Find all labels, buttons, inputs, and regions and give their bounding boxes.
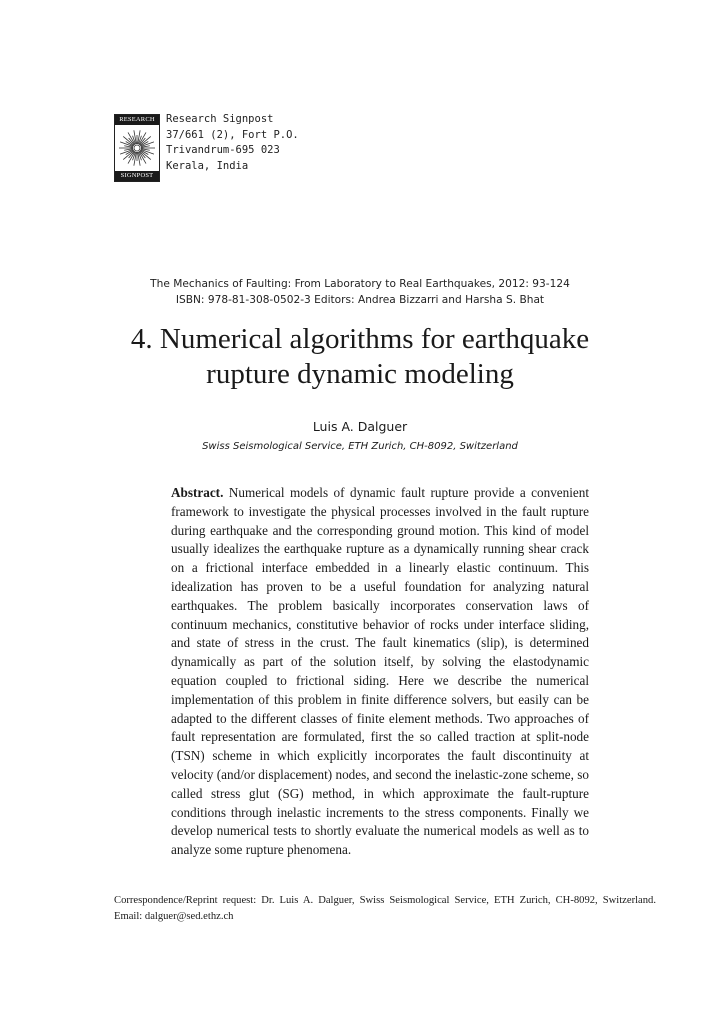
abstract-text: Numerical models of dynamic fault rupture provide a convenient framework to investigate the physical processes involved in the fault rupture during earthquake and the corresponding ground motion. This kind of model usually idealizes the earthquake rupture as a dynamically running shear crack on a frictional interface embedded in a linearly elastic continuum. This idealization has proven to be a useful foundation for analyzing natural earthquakes. The problem basically incorporates conservation laws of continuum mechanics, constitutive behavior of rocks under interface sliding, and state of stress in the crust. The fault kinematics (slip), is determined dynamically as part of the solution itself, by solving the elastodynamic equation coupled to frictional siding. Here we describe the numerical implementation of this problem in finite difference solvers, but easily can be adapted to the different classes of finite element methods. Two approaches of fault representation are formulated, first the so called traction at split-node (TSN) scheme in which explicitly incorporates the fault discontinuity at velocity (and/or displacement) nodes, and second the inelastic-zone scheme, so called stress glut (SG) method, in which approximate the fault-rupture conditions through inelastic increments to the stress components. Finally we develop numerical tests to shortly evaluate the numerical models as well as to analyze some rupture phenomena. (171, 485, 590, 858)
sunburst-icon (116, 126, 158, 170)
logo-bottom-label: SIGNPOST (115, 171, 159, 181)
publisher-street: 37/661 (2), Fort P.O. (166, 128, 299, 141)
chapter-title (60, 322, 660, 392)
isbn-editors-line: ISBN: 978-81-308-0502-3 Editors: Andrea Bizzarri and Harsha S. Bhat (175, 294, 545, 306)
publisher-city: Trivandrum-695 023 (166, 144, 280, 156)
publisher-logo (114, 114, 160, 182)
author-name: Luis A. Dalguer (312, 419, 408, 434)
book-citation (0, 276, 720, 308)
logo-top-label: RESEARCH (115, 115, 159, 125)
chapter-title-line-1: 4. Numerical algorithms for earthquake (130, 323, 590, 355)
chapter-title-line-2: rupture dynamic modeling (206, 358, 514, 390)
author-affiliation: Swiss Seismological Service, ETH Zurich, CH-8092, Switzerland (202, 441, 518, 452)
correspondence-footnote: Correspondence/Reprint request: Dr. Luis A. Dalguer, Swiss Seismological Service, ETH Zurich, CH-8092, Switzerland. Email: dalguer@sed.ethz.ch (114, 895, 656, 922)
publisher-address (166, 112, 299, 174)
publisher-region: Kerala, India (166, 159, 249, 172)
publisher-name: Research Signpost (166, 113, 274, 125)
abstract-label: Abstract. (171, 485, 224, 500)
book-title-line: The Mechanics of Faulting: From Laboratory to Real Earthquakes, 2012: 93-124 (150, 278, 570, 290)
abstract (171, 484, 589, 860)
